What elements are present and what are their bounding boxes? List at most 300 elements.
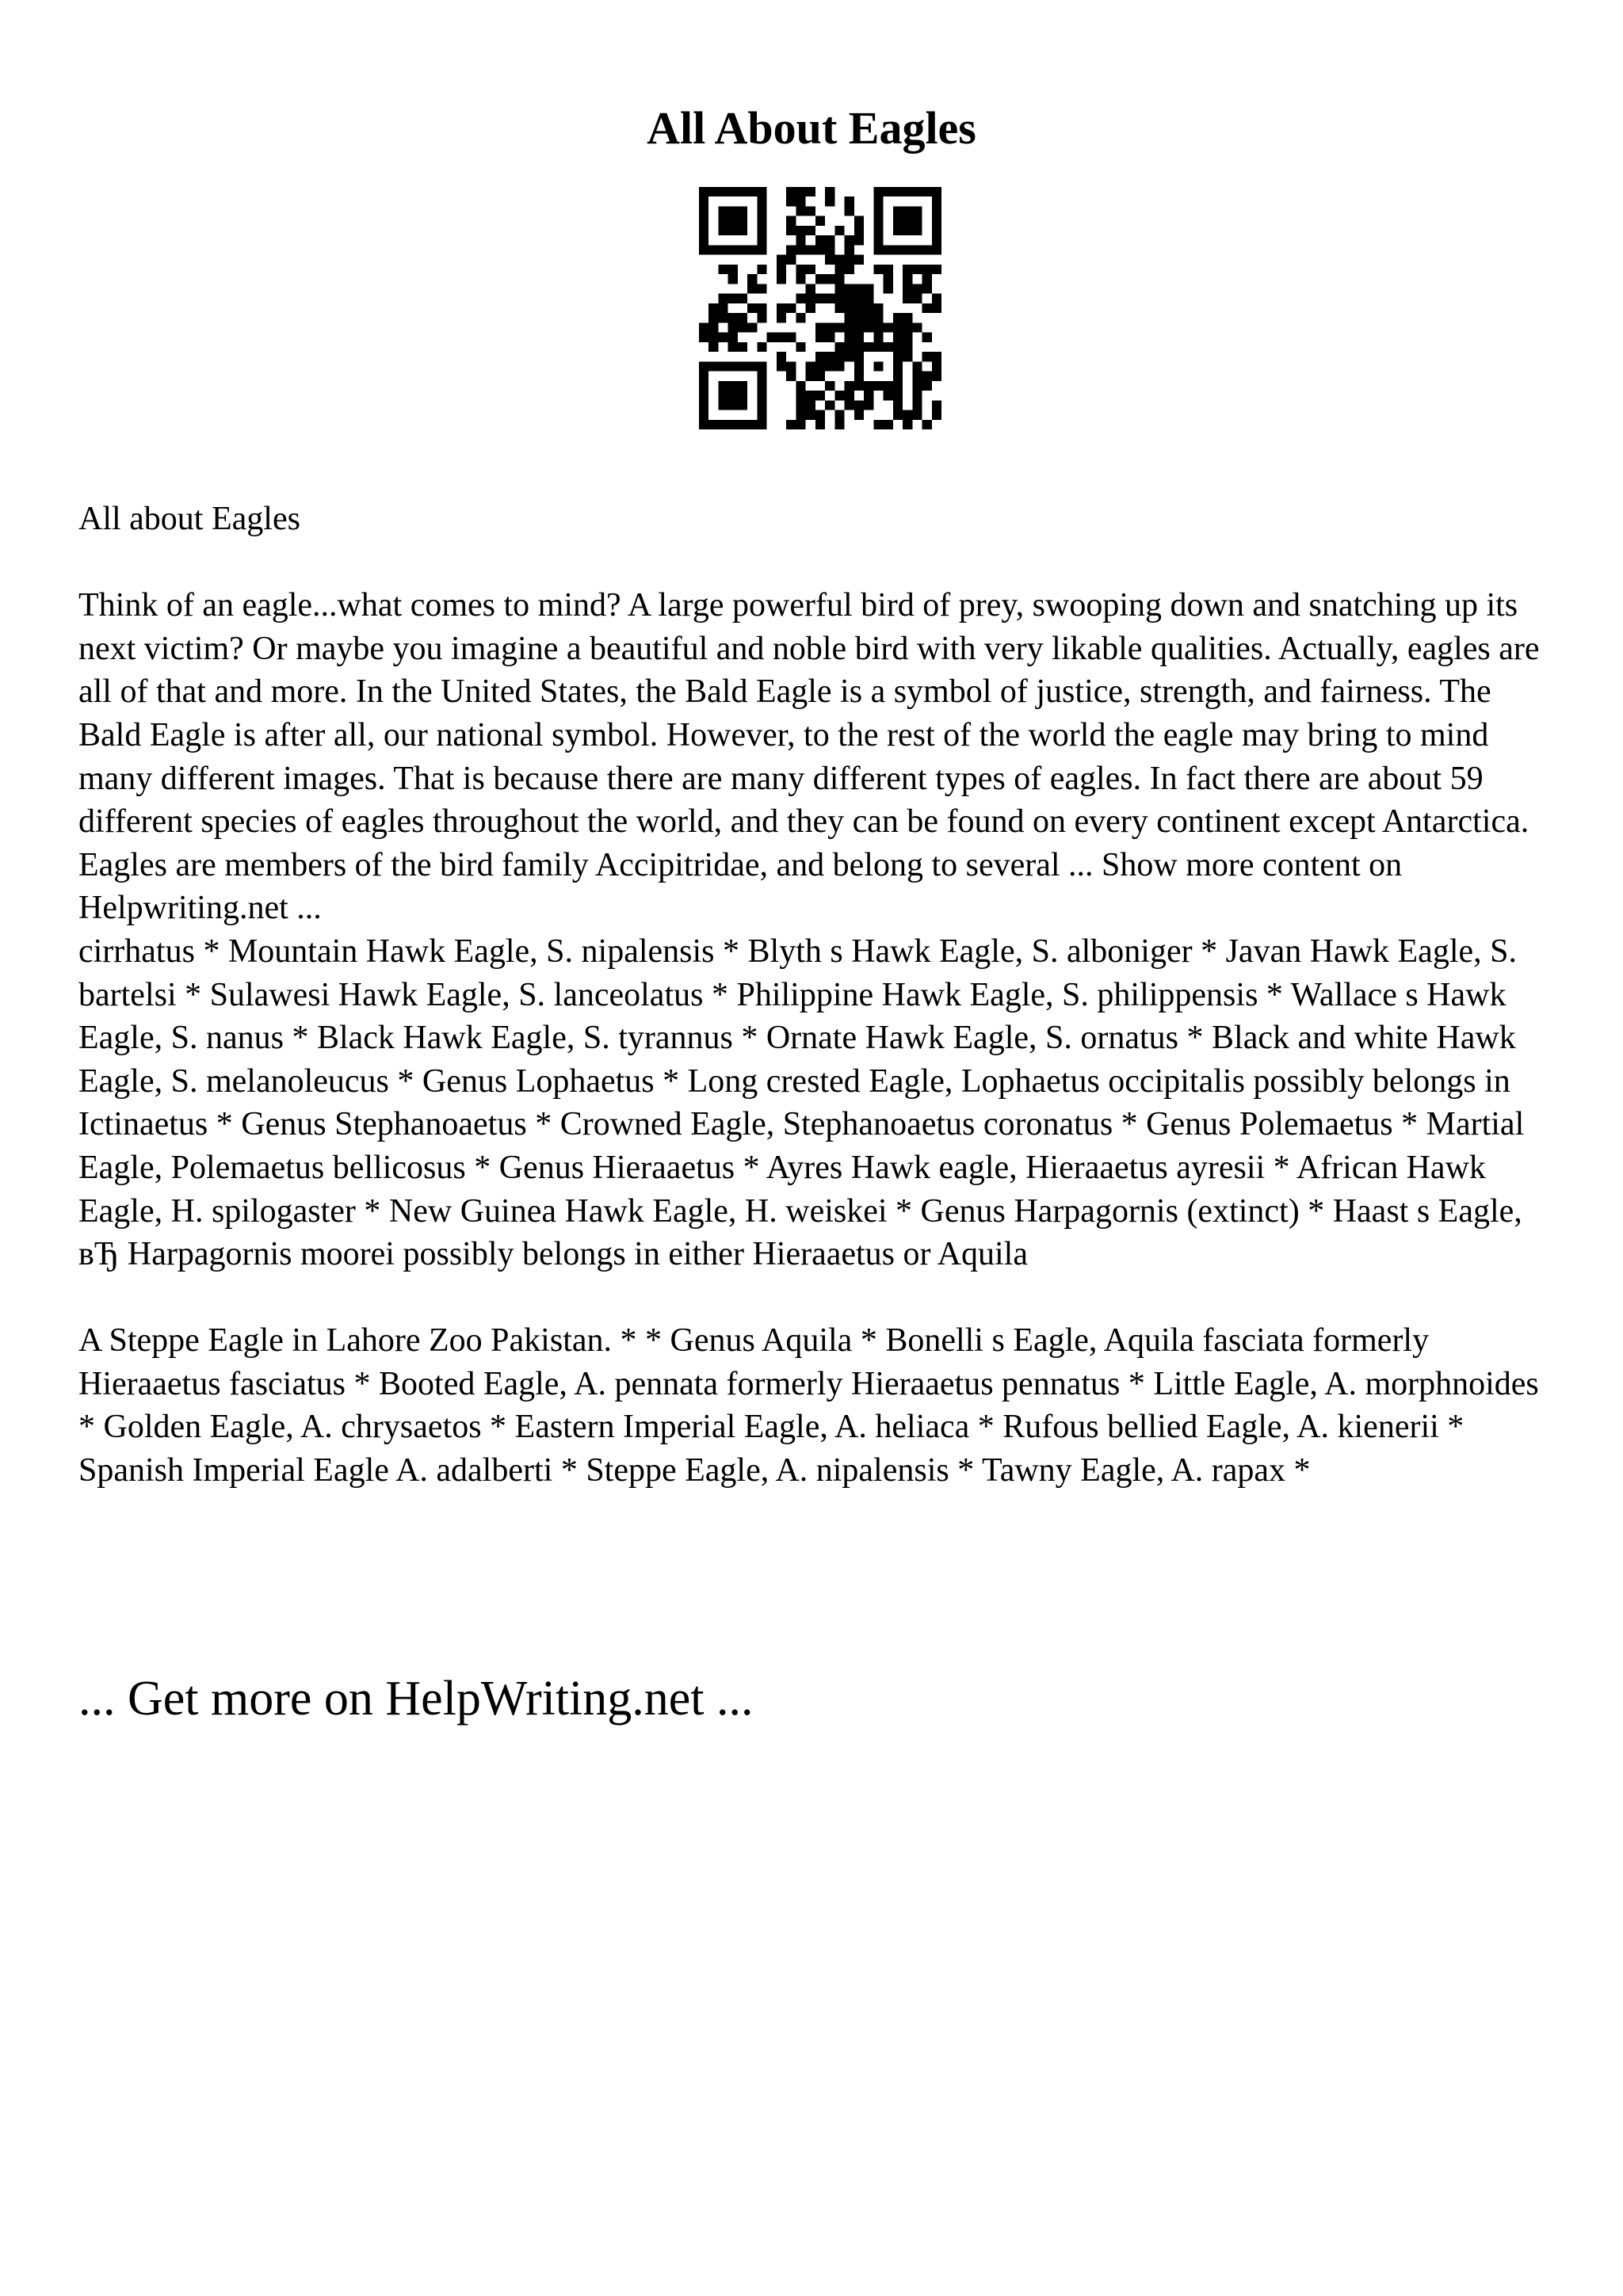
qr-module: [845, 255, 854, 265]
qr-module: [806, 226, 815, 235]
qr-module: [815, 245, 825, 254]
qr-module: [708, 187, 718, 196]
qr-module: [893, 342, 903, 352]
qr-module: [845, 206, 854, 215]
qr-module: [903, 265, 912, 274]
qr-module: [854, 410, 864, 420]
qr-module: [873, 206, 883, 215]
qr-module: [786, 361, 796, 371]
qr-module: [718, 420, 727, 429]
qr-module: [777, 265, 786, 274]
qr-module: [884, 274, 893, 284]
qr-module: [903, 313, 912, 322]
qr-module: [912, 226, 922, 235]
qr-module: [884, 284, 893, 293]
qr-module: [728, 322, 738, 332]
qr-module: [893, 410, 903, 420]
qr-module: [747, 303, 757, 313]
qr-module: [903, 206, 912, 215]
qr-module: [932, 400, 941, 410]
qr-module: [873, 381, 883, 391]
qr-module: [728, 391, 738, 400]
qr-module: [903, 333, 912, 342]
qr-module: [932, 235, 941, 245]
qr-module: [708, 342, 718, 352]
qr-module: [854, 333, 864, 342]
paragraph-gap: [78, 1276, 1560, 1320]
qr-module: [922, 381, 932, 391]
qr-module: [757, 313, 766, 322]
qr-module: [845, 322, 854, 332]
qr-module: [699, 420, 708, 429]
qr-module: [864, 294, 873, 303]
qr-module: [854, 284, 864, 293]
qr-module: [922, 284, 932, 293]
qr-module: [708, 303, 718, 313]
qr-code-icon: [699, 187, 941, 429]
qr-module: [825, 294, 834, 303]
qr-module: [912, 381, 922, 391]
qr-module: [873, 333, 883, 342]
qr-module: [864, 400, 873, 410]
qr-module: [873, 313, 883, 322]
qr-module: [873, 303, 883, 313]
qr-module: [825, 196, 834, 206]
qr-module: [699, 381, 708, 391]
qr-module: [738, 322, 747, 332]
qr-module: [903, 226, 912, 235]
qr-module: [845, 352, 854, 361]
qr-module: [708, 313, 718, 322]
qr-module: [747, 284, 757, 293]
qr-module: [815, 352, 825, 361]
qr-module: [786, 420, 796, 429]
qr-module: [845, 391, 854, 400]
qr-module: [903, 187, 912, 196]
qr-module: [825, 381, 834, 391]
qr-module: [932, 352, 941, 361]
qr-module: [806, 361, 815, 371]
qr-module: [796, 245, 805, 254]
qr-module: [738, 361, 747, 371]
qr-module: [912, 206, 922, 215]
qr-module: [893, 361, 903, 371]
qr-module: [757, 410, 766, 420]
qr-module: [873, 187, 883, 196]
qr-module: [757, 226, 766, 235]
qr-module: [845, 245, 854, 254]
qr-module: [815, 391, 825, 400]
qr-module: [806, 294, 815, 303]
qr-module: [834, 391, 844, 400]
qr-module: [912, 245, 922, 254]
qr-module: [834, 303, 844, 313]
heading-line: All about Eagles: [78, 501, 300, 537]
qr-module: [932, 206, 941, 215]
qr-module: [834, 255, 844, 265]
qr-module: [757, 372, 766, 381]
qr-module: [728, 274, 738, 284]
qr-module: [786, 226, 796, 235]
qr-module: [834, 274, 844, 284]
qr-module: [834, 226, 844, 235]
paragraph-family: Eagles are members of the bird family Accipitridae, and belong to several ... Show more content on Helpwriting.net ...: [78, 846, 1403, 927]
qr-module: [728, 420, 738, 429]
qr-module: [932, 196, 941, 206]
qr-module: [757, 196, 766, 206]
qr-module: [825, 187, 834, 196]
qr-module: [893, 226, 903, 235]
qr-module: [699, 226, 708, 235]
qr-module: [834, 420, 844, 429]
qr-module: [777, 303, 786, 313]
qr-module: [699, 235, 708, 245]
qr-module: [806, 187, 815, 196]
qr-module: [912, 294, 922, 303]
qr-module: [796, 400, 805, 410]
qr-module: [815, 322, 825, 332]
qr-module: [786, 245, 796, 254]
qr-module: [893, 400, 903, 410]
qr-module: [738, 381, 747, 391]
qr-module: [738, 226, 747, 235]
qr-module: [864, 391, 873, 400]
qr-module: [757, 420, 766, 429]
qr-module: [738, 245, 747, 254]
qr-module: [893, 352, 903, 361]
qr-module: [708, 245, 718, 254]
qr-module: [738, 420, 747, 429]
qr-module: [884, 265, 893, 274]
qr-module: [834, 361, 844, 371]
qr-module: [893, 381, 903, 391]
qr-module: [806, 391, 815, 400]
qr-module: [699, 410, 708, 420]
qr-module: [815, 410, 825, 420]
qr-module: [873, 196, 883, 206]
qr-module: [796, 381, 805, 391]
qr-module: [718, 226, 727, 235]
qr-module: [854, 400, 864, 410]
qr-module: [738, 206, 747, 215]
qr-module: [728, 265, 738, 274]
qr-module: [932, 294, 941, 303]
qr-module: [796, 410, 805, 420]
qr-module: [854, 303, 864, 313]
qr-module: [728, 400, 738, 410]
get-more-link[interactable]: ... Get more on HelpWriting.net ...: [78, 1672, 754, 1726]
qr-module: [786, 216, 796, 226]
qr-module: [757, 265, 766, 274]
qr-module: [884, 381, 893, 391]
qr-module: [903, 294, 912, 303]
qr-module: [873, 216, 883, 226]
qr-module: [786, 303, 796, 313]
qr-module: [912, 265, 922, 274]
qr-module: [699, 196, 708, 206]
qr-module: [922, 372, 932, 381]
paragraph-aquila-list: A Steppe Eagle in Lahore Zoo Pakistan. * * Genus Aquila * Bonelli s Eagle, Aquila fasciata formerly Hieraaetus fasciatus * Booted Eagle, A. pennata formerly Hieraaetus pennatus * Little Eagle, A. morphnoides * Golden Eagle, A. chrysaetos * Eastern Imperial Eagle, A. heliaca * Rufous bellied Eagle, A. kienerii * Spanish Imperial Eagle A. adalberti * Steppe Eagle, A. nipalensis * Tawny Eagle, A. rapax *: [78, 1322, 1539, 1489]
qr-module: [786, 333, 796, 342]
qr-module: [747, 187, 757, 196]
qr-module: [834, 352, 844, 361]
qr-module: [825, 235, 834, 245]
qr-module: [932, 372, 941, 381]
qr-module: [757, 391, 766, 400]
qr-module: [903, 352, 912, 361]
qr-module: [932, 361, 941, 371]
qr-module: [708, 420, 718, 429]
qr-module: [854, 313, 864, 322]
qr-module: [806, 284, 815, 293]
qr-module: [806, 410, 815, 420]
qr-module: [747, 274, 757, 284]
qr-module: [738, 391, 747, 400]
qr-module: [825, 322, 834, 332]
qr-module: [912, 284, 922, 293]
qr-module: [922, 303, 932, 313]
qr-module: [815, 274, 825, 284]
qr-module: [728, 206, 738, 215]
qr-module: [796, 294, 805, 303]
qr-module: [873, 235, 883, 245]
qr-module: [796, 235, 805, 245]
qr-module: [708, 361, 718, 371]
qr-module: [806, 303, 815, 313]
qr-module: [834, 342, 844, 352]
qr-module: [932, 265, 941, 274]
qr-module: [845, 333, 854, 342]
qr-module: [912, 322, 922, 332]
qr-module: [873, 322, 883, 332]
qr-module: [884, 391, 893, 400]
qr-module: [864, 322, 873, 332]
qr-module: [786, 255, 796, 265]
qr-module: [777, 274, 786, 284]
qr-module: [708, 322, 718, 332]
qr-module: [893, 391, 903, 400]
qr-module: [718, 187, 727, 196]
qr-module: [893, 216, 903, 226]
qr-module: [757, 206, 766, 215]
paragraph-intro: Think of an eagle...what comes to mind? A large powerful bird of prey, swooping down and snatching up its next victim? Or maybe you imagine a beautiful and noble bird with very likable qualities. Actually, eagles are all of that and more. In the United States, the Bald Eagle is a symbol of justice, strength, and fairness. The Bald Eagle is after all, our national symbol. However, to the rest of the world the eagle may bring to mind many different images. That is because there are many different types of eagles. In fact there are about 59 different species of eagles throughout the world, and they can be found on every continent except Antarctica.: [78, 587, 1540, 841]
qr-module: [747, 245, 757, 254]
qr-module: [932, 245, 941, 254]
qr-module: [796, 274, 805, 284]
qr-module: [873, 245, 883, 254]
qr-module: [922, 187, 932, 196]
qr-module: [757, 381, 766, 391]
qr-module: [893, 372, 903, 381]
qr-module: [757, 303, 766, 313]
qr-module: [922, 265, 932, 274]
qr-module: [708, 333, 718, 342]
qr-module: [699, 400, 708, 410]
qr-module: [922, 245, 932, 254]
qr-module: [854, 372, 864, 381]
qr-module: [845, 284, 854, 293]
qr-module: [806, 206, 815, 215]
page-title: All About Eagles: [647, 102, 976, 154]
qr-module: [845, 196, 854, 206]
qr-module: [825, 352, 834, 361]
qr-module: [815, 235, 825, 245]
qr-module: [854, 294, 864, 303]
paragraph-gap: [78, 541, 1560, 585]
qr-module: [718, 391, 727, 400]
qr-module: [903, 216, 912, 226]
qr-module: [825, 361, 834, 371]
qr-module: [718, 294, 727, 303]
qr-module: [728, 342, 738, 352]
qr-module: [922, 352, 932, 361]
qr-module: [854, 381, 864, 391]
qr-module: [796, 313, 805, 322]
qr-module: [786, 187, 796, 196]
qr-module: [786, 372, 796, 381]
qr-module: [893, 245, 903, 254]
qr-module: [932, 303, 941, 313]
qr-module: [845, 342, 854, 352]
qr-module: [786, 196, 796, 206]
qr-module: [864, 303, 873, 313]
qr-module: [796, 187, 805, 196]
qr-module: [912, 391, 922, 400]
qr-module: [718, 206, 727, 215]
qr-module: [815, 294, 825, 303]
qr-module: [884, 420, 893, 429]
qr-module: [699, 361, 708, 371]
qr-module: [893, 187, 903, 196]
qr-code-graphic: [699, 187, 941, 429]
qr-module: [699, 333, 708, 342]
qr-module: [718, 333, 727, 342]
qr-module: [893, 313, 903, 322]
qr-module: [864, 313, 873, 322]
qr-module: [815, 361, 825, 371]
qr-module: [728, 333, 738, 342]
qr-module: [834, 294, 844, 303]
qr-module: [864, 381, 873, 391]
qr-module: [854, 235, 864, 245]
qr-module: [796, 196, 805, 206]
qr-module: [728, 361, 738, 371]
qr-module: [738, 400, 747, 410]
qr-module: [873, 361, 883, 371]
paragraph-species-list: cirrhatus * Mountain Hawk Eagle, S. nipalensis * Blyth s Hawk Eagle, S. alboniger * Javan Hawk Eagle, S. bartelsi * Sulawesi Hawk Eagle, S. lanceolatus * Philippine Hawk Eagle, S. philippensis * Wallace s Hawk Eagle, S. nanus * Black Hawk Eagle, S. tyrannus * Ornate Hawk Eagle, S. ornatus * Black and white Hawk Eagle, S. melanoleucus * Genus Lophaetus * Long crested Eagle, Lophaetus occipitalis possibly belongs in Ictinaetus * Genus Stephanoaetus * Crowned Eagle, Stephanoaetus coronatus * Genus Polemaetus * Martial Eagle, Polemaetus bellicosus * Genus Hieraaetus * Ayres Hawk eagle, Hieraaetus ayresii * African Hawk Eagle, H. spilogaster * New Guinea Hawk Eagle, H. weiskei * Genus Harpagornis (extinct) * Haast s Eagle, вЂ Harpagornis moorei possibly belongs in either Hieraaetus or Aquila: [78, 933, 1525, 1273]
qr-module: [903, 245, 912, 254]
qr-module: [834, 284, 844, 293]
qr-module: [845, 400, 854, 410]
qr-module: [873, 265, 883, 274]
qr-module: [718, 216, 727, 226]
qr-module: [777, 352, 786, 361]
qr-module: [699, 372, 708, 381]
qr-module: [757, 400, 766, 410]
qr-module: [728, 313, 738, 322]
qr-module: [864, 342, 873, 352]
qr-module: [834, 322, 844, 332]
qr-module: [777, 333, 786, 342]
qr-module: [845, 303, 854, 313]
qr-module: [815, 372, 825, 381]
qr-module: [796, 226, 805, 235]
qr-module: [699, 322, 708, 332]
qr-module: [845, 265, 854, 274]
qr-module: [806, 245, 815, 254]
qr-module: [912, 410, 922, 420]
qr-module: [699, 187, 708, 196]
qr-module: [893, 333, 903, 342]
qr-module: [718, 313, 727, 322]
qr-module: [757, 187, 766, 196]
qr-module: [738, 342, 747, 352]
qr-module: [884, 322, 893, 332]
qr-module: [873, 342, 883, 352]
qr-module: [796, 420, 805, 429]
qr-module: [747, 420, 757, 429]
qr-module: [738, 216, 747, 226]
qr-module: [738, 294, 747, 303]
qr-module: [854, 322, 864, 332]
qr-module: [718, 400, 727, 410]
qr-module: [796, 206, 805, 215]
qr-module: [767, 333, 777, 342]
qr-module: [834, 410, 844, 420]
qr-module: [757, 235, 766, 245]
qr-module: [922, 274, 932, 284]
qr-module: [718, 303, 727, 313]
qr-module: [718, 361, 727, 371]
qr-module: [845, 381, 854, 391]
qr-module: [699, 206, 708, 215]
qr-module: [903, 322, 912, 332]
qr-module: [718, 381, 727, 391]
qr-module: [884, 187, 893, 196]
qr-module: [912, 216, 922, 226]
qr-module: [845, 294, 854, 303]
qr-module: [932, 216, 941, 226]
qr-module: [757, 342, 766, 352]
qr-module: [815, 420, 825, 429]
qr-module: [932, 410, 941, 420]
qr-module: [728, 294, 738, 303]
qr-module: [747, 361, 757, 371]
qr-module: [932, 226, 941, 235]
qr-module: [912, 361, 922, 371]
article-body: [78, 498, 1560, 1493]
qr-module: [884, 245, 893, 254]
qr-module: [922, 333, 932, 342]
qr-module: [912, 400, 922, 410]
qr-module: [825, 333, 834, 342]
qr-module: [796, 265, 805, 274]
qr-module: [854, 361, 864, 371]
qr-module: [825, 255, 834, 265]
qr-module: [854, 226, 864, 235]
qr-module: [834, 265, 844, 274]
qr-module: [728, 381, 738, 391]
qr-module: [854, 342, 864, 352]
qr-module: [757, 284, 766, 293]
qr-module: [777, 313, 786, 322]
qr-module: [757, 216, 766, 226]
qr-module: [777, 255, 786, 265]
qr-module: [825, 274, 834, 284]
qr-module: [903, 274, 912, 284]
qr-module: [912, 372, 922, 381]
qr-module: [903, 342, 912, 352]
